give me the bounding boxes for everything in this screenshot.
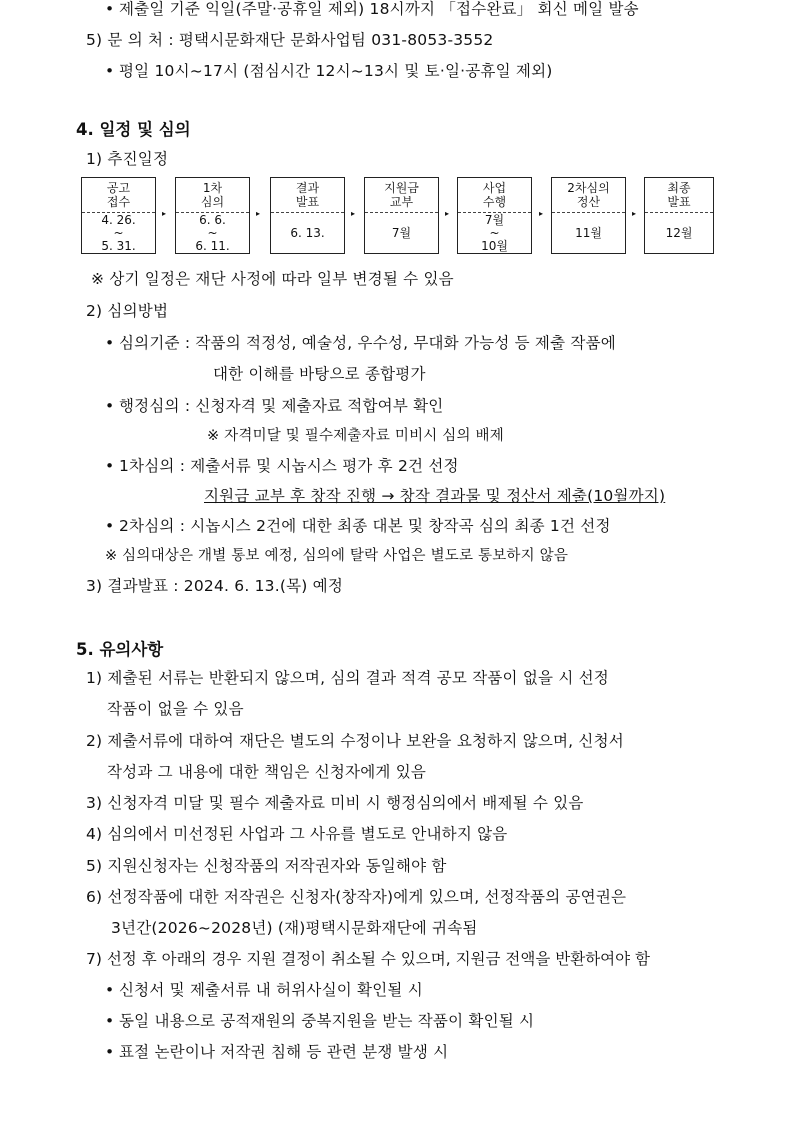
- review-criteria-line: [119, 332, 717, 354]
- flow-step: [364, 177, 439, 254]
- result-announce-line: 3) 결과발표 : 2024. 6. 13.(목) 예정: [86, 577, 344, 595]
- flow-step-label: 교부: [389, 195, 414, 209]
- flow-step: [457, 177, 532, 254]
- admin-review-line: • 행정심의 : 신청자격 및 제출자료 적합여부 확인: [119, 395, 443, 417]
- flow-step: [270, 177, 345, 254]
- notice-item-cont: 작성과 그 내용에 대한 책임은 신청자에게 있음: [107, 763, 427, 781]
- notice-item-cont: 작품이 없을 수 있음: [107, 700, 244, 718]
- review-criteria-text: • 심의기준 : 작품의 적정성, 예술성, 우수성, 무대화 가능성 등 제출 작품에: [119, 334, 616, 352]
- flow-step-label: 공고: [106, 181, 131, 195]
- first-review-note: 지원금 교부 후 창작 진행 → 창작 결과물 및 정산서 제출(10월까지): [204, 487, 666, 505]
- notice-item-cont: 3년간(2026~2028년) (재)평택시문화재단에 귀속됨: [111, 919, 478, 937]
- flow-step: [175, 177, 250, 254]
- cancel-case-item: • 표절 논란이나 저작권 침해 등 관련 분쟁 발생 시: [119, 1041, 448, 1063]
- flow-step-label: 정산: [576, 195, 601, 209]
- second-review-note: ※ 심의대상은 개별 통보 예정, 심의에 탈락 사업은 별도로 통보하지 않음: [105, 548, 569, 564]
- notice-item: 3) 신청자격 미달 및 필수 제출자료 미비 시 행정심의에서 배제될 수 있음: [86, 794, 584, 812]
- cancel-case-item: • 동일 내용으로 공적재원의 중복지원을 받는 작품이 확인될 시: [119, 1010, 534, 1032]
- flow-step-label: 결과: [295, 181, 320, 195]
- flow-step-date: 4. 26.: [101, 213, 136, 227]
- flow-step-date: 6. 11.: [195, 239, 230, 253]
- flow-step-label: 사업: [482, 181, 507, 195]
- flow-step-label: 심의: [200, 195, 225, 209]
- flow-step-date: 12월: [665, 226, 693, 240]
- arrow-right-icon: ▸: [632, 209, 637, 218]
- flow-step-date: ~: [207, 226, 218, 240]
- receipt-reply-line: • 제출일 기준 익일(주말·공휴일 제외) 18시까지 「접수완료」 회신 메일 발송: [119, 0, 639, 20]
- notice-item: 5) 지원신청자는 신청작품의 저작권자와 동일해야 함: [86, 857, 447, 875]
- notice-item: 4) 심의에서 미선정된 사업과 그 사유를 별도로 안내하지 않음: [86, 825, 508, 843]
- contact-line: 5) 문 의 처 : 평택시문화재단 문화사업팀 031-8053-3552: [86, 31, 494, 49]
- flow-step-date: 7월: [391, 226, 412, 240]
- flow-step-label: 최종: [667, 181, 691, 195]
- contact-hours-line: • 평일 10시~17시 (점심시간 12시~13시 및 토·일·공휴일 제외): [119, 60, 553, 82]
- arrow-right-icon: ▸: [445, 209, 450, 218]
- review-method-subtitle: 2) 심의방법: [86, 302, 169, 320]
- flow-step-date: 7월: [484, 213, 505, 227]
- flow-step: [644, 177, 714, 254]
- schedule-note: ※ 상기 일정은 재단 사정에 따라 일부 변경될 수 있음: [91, 270, 454, 288]
- flow-step-label: 지원금: [384, 181, 419, 195]
- flow-step-label: 접수: [106, 195, 131, 209]
- flow-step-date: 6. 6.: [199, 213, 226, 227]
- schedule-subtitle: 1) 추진일정: [86, 150, 169, 168]
- flow-step-date: ~: [113, 226, 124, 240]
- flow-step-label: 발표: [667, 195, 691, 209]
- flow-step: [81, 177, 156, 254]
- section-4-title: 4. 일정 및 심의: [76, 120, 191, 139]
- review-criteria-cont: 대한 이해를 바탕으로 종합평가: [213, 365, 426, 383]
- notice-item: 2) 제출서류에 대하여 재단은 별도의 수정이나 보완을 요청하지 않으며, 신청서: [86, 732, 624, 750]
- flow-step: [551, 177, 626, 254]
- flow-step-date: ~: [489, 226, 500, 240]
- notice-item: 1) 제출된 서류는 반환되지 않으며, 심의 결과 적격 공모 작품이 없을 시 선정: [86, 669, 609, 687]
- arrow-right-icon: ▸: [539, 209, 544, 218]
- second-review-line: • 2차심의 : 시놉시스 2건에 대한 최종 대본 및 창작곡 심의 최종 1건 선정: [119, 515, 611, 537]
- flow-step-date: 6. 13.: [290, 226, 325, 240]
- flow-step-date: 10월: [481, 239, 508, 253]
- notice-item: 7) 선정 후 아래의 경우 지원 결정이 취소될 수 있으며, 지원금 전액을 반환하여야 함: [86, 950, 651, 968]
- flow-step-label: 2차심의: [567, 181, 610, 195]
- section-5-title: 5. 유의사항: [76, 640, 164, 659]
- arrow-right-icon: ▸: [162, 209, 167, 218]
- flow-step-label: 1차: [202, 181, 223, 195]
- flow-step-label: 발표: [295, 195, 320, 209]
- arrow-right-icon: ▸: [256, 209, 261, 218]
- first-review-line: • 1차심의 : 제출서류 및 시놉시스 평가 후 2건 선정: [119, 455, 459, 477]
- arrow-right-icon: ▸: [351, 209, 356, 218]
- flow-step-date: 5. 31.: [101, 239, 136, 253]
- flow-step-date: 11월: [575, 226, 602, 240]
- cancel-case-item: • 신청서 및 제출서류 내 허위사실이 확인될 시: [119, 979, 423, 1001]
- notice-item: 6) 선정작품에 대한 저작권은 신청자(창작자)에게 있으며, 선정작품의 공연권은: [86, 888, 627, 906]
- admin-review-note: ※ 자격미달 및 필수제출자료 미비시 심의 배제: [207, 428, 504, 444]
- flow-step-label: 수행: [482, 195, 507, 209]
